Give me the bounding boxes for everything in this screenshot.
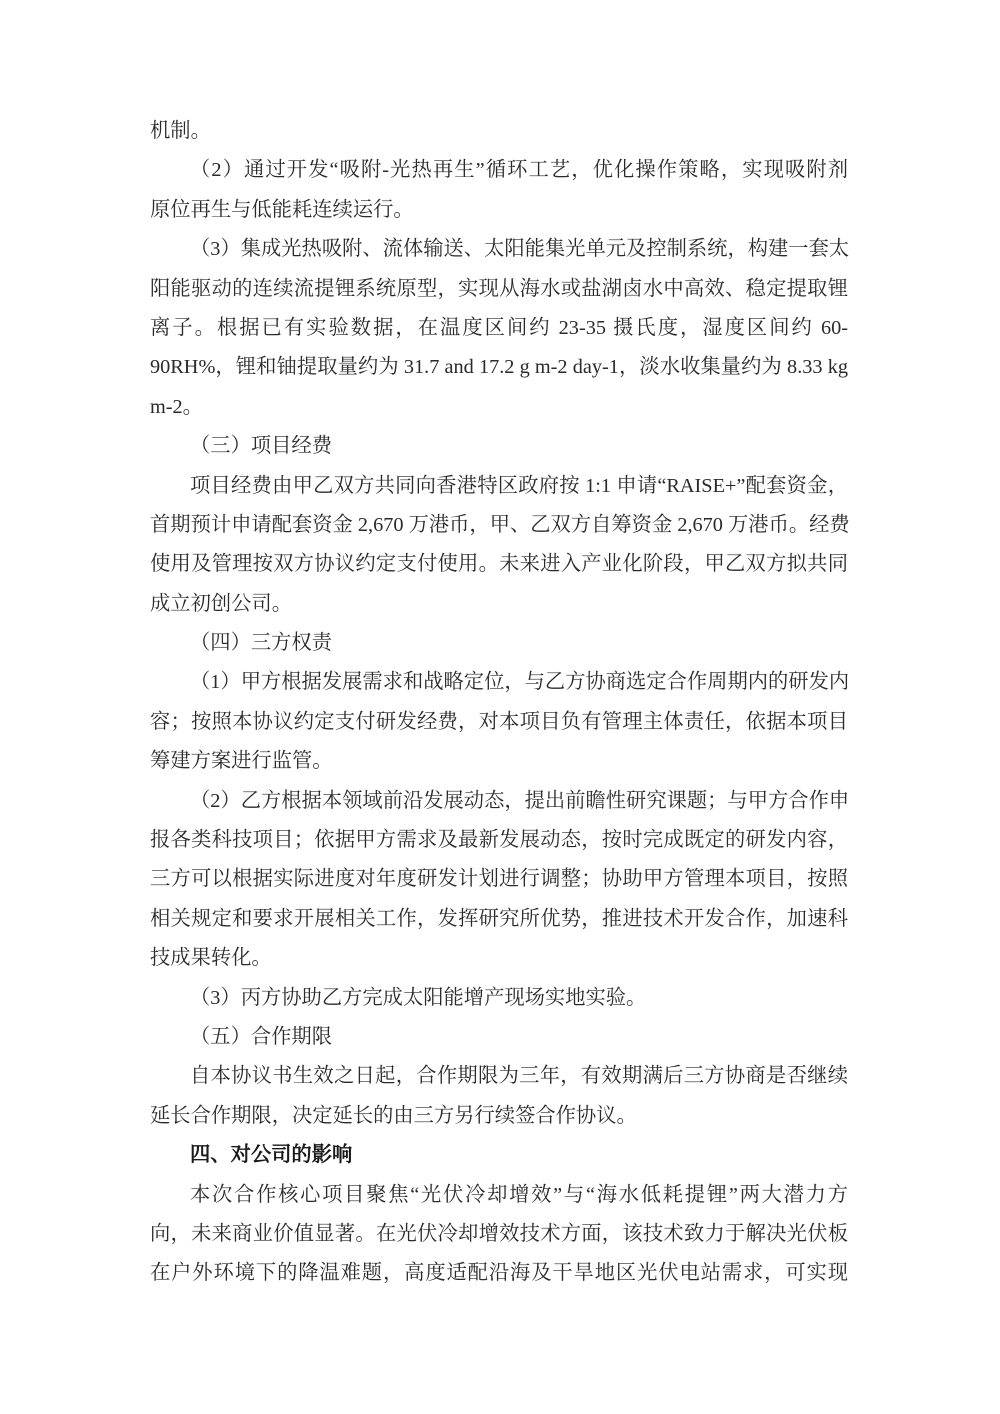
text-line: 项目经费由甲乙双方共同向香港特区政府按 1:1 申请“RAISE+”配套资金， xyxy=(190,474,848,497)
paragraph xyxy=(150,467,848,625)
paragraph xyxy=(150,1057,848,1136)
text-line: 本次合作核心项目聚焦“光伏冷却增效”与“海水低耗提锂”两大潜力方 xyxy=(190,1183,848,1206)
paragraph xyxy=(150,151,848,230)
paragraph xyxy=(150,1176,848,1294)
paragraph xyxy=(150,979,848,1018)
text-line: 相关规定和要求开展相关工作，发挥研究所优势，推进技术开发合作，加速科 xyxy=(150,907,848,930)
text-line: 延长合作期限，决定延长的由三方另行续签合作协议。 xyxy=(150,1104,637,1127)
text-line: （3）集成光热吸附、流体输送、太阳能集光单元及控制系统，构建一套太 xyxy=(190,238,850,261)
paragraph xyxy=(150,112,848,151)
text-line: 自本协议书生效之日起，合作期限为三年，有效期满后三方协商是否继续 xyxy=(190,1065,848,1088)
paragraph xyxy=(150,230,848,427)
text-line: （3）丙方协助乙方完成太阳能增产现场实地实验。 xyxy=(190,986,647,1009)
text-line: （2）乙方根据本领域前沿发展动态，提出前瞻性研究课题；与甲方合作申 xyxy=(190,789,850,812)
text-line: 报各类科技项目；依据甲方需求及最新发展动态，按时完成既定的研发内容， xyxy=(150,829,848,852)
text-line: （1）甲方根据发展需求和战略定位，与乙方协商选定合作周期内的研发内 xyxy=(190,671,850,694)
text-line: （五）合作期限 xyxy=(190,1025,332,1048)
text-line: 四、对公司的影响 xyxy=(190,1144,353,1167)
text-line: （2）通过开发“吸附-光热再生”循环工艺，优化操作策略，实现吸附剂 xyxy=(190,159,848,182)
text-line: 首期预计申请配套资金 2,670 万港币，甲、乙双方自筹资金 2,670 万港币。经费 xyxy=(150,513,850,536)
subsection-heading xyxy=(150,624,848,663)
subsection-heading xyxy=(150,427,848,466)
section-heading xyxy=(150,1136,848,1175)
text-line: 原位再生与低能耗连续运行。 xyxy=(150,198,414,221)
text-line: 技成果转化。 xyxy=(150,947,272,970)
document-page xyxy=(150,112,848,1294)
text-line: （四）三方权责 xyxy=(190,632,332,655)
text-line: 90RH%，锂和铀提取量约为 31.7 and 17.2 g m-2 day-1，淡水收集量约为 8.33 kg xyxy=(150,356,848,379)
text-line: 离子。根据已有实验数据，在温度区间约 23-35 摄氏度，湿度区间约 60- xyxy=(150,316,848,339)
text-line: 向，未来商业价值显著。在光伏冷却增效技术方面，该技术致力于解决光伏板 xyxy=(150,1222,848,1245)
text-line: 使用及管理按双方协议约定支付使用。未来进入产业化阶段，甲乙双方拟共同 xyxy=(150,553,848,576)
text-line: （三）项目经费 xyxy=(190,435,332,458)
paragraph xyxy=(150,782,848,979)
text-line: 筹建方案进行监管。 xyxy=(150,750,333,773)
text-line: 容；按照本协议约定支付研发经费，对本项目负有管理主体责任，依据本项目 xyxy=(150,710,848,733)
paragraph xyxy=(150,663,848,781)
text-line: 三方可以根据实际进度对年度研发计划进行调整；协助甲方管理本项目，按照 xyxy=(150,868,848,891)
text-line: 在户外环境下的降温难题，高度适配沿海及干旱地区光伏电站需求，可实现 xyxy=(150,1262,848,1285)
text-line: 机制。 xyxy=(150,120,211,142)
text-line: m-2。 xyxy=(150,395,203,418)
text-line: 阳能驱动的连续流提锂系统原型，实现从海水或盐湖卤水中高效、稳定提取锂 xyxy=(150,277,848,300)
text-line: 成立初创公司。 xyxy=(150,592,292,615)
subsection-heading xyxy=(150,1018,848,1057)
